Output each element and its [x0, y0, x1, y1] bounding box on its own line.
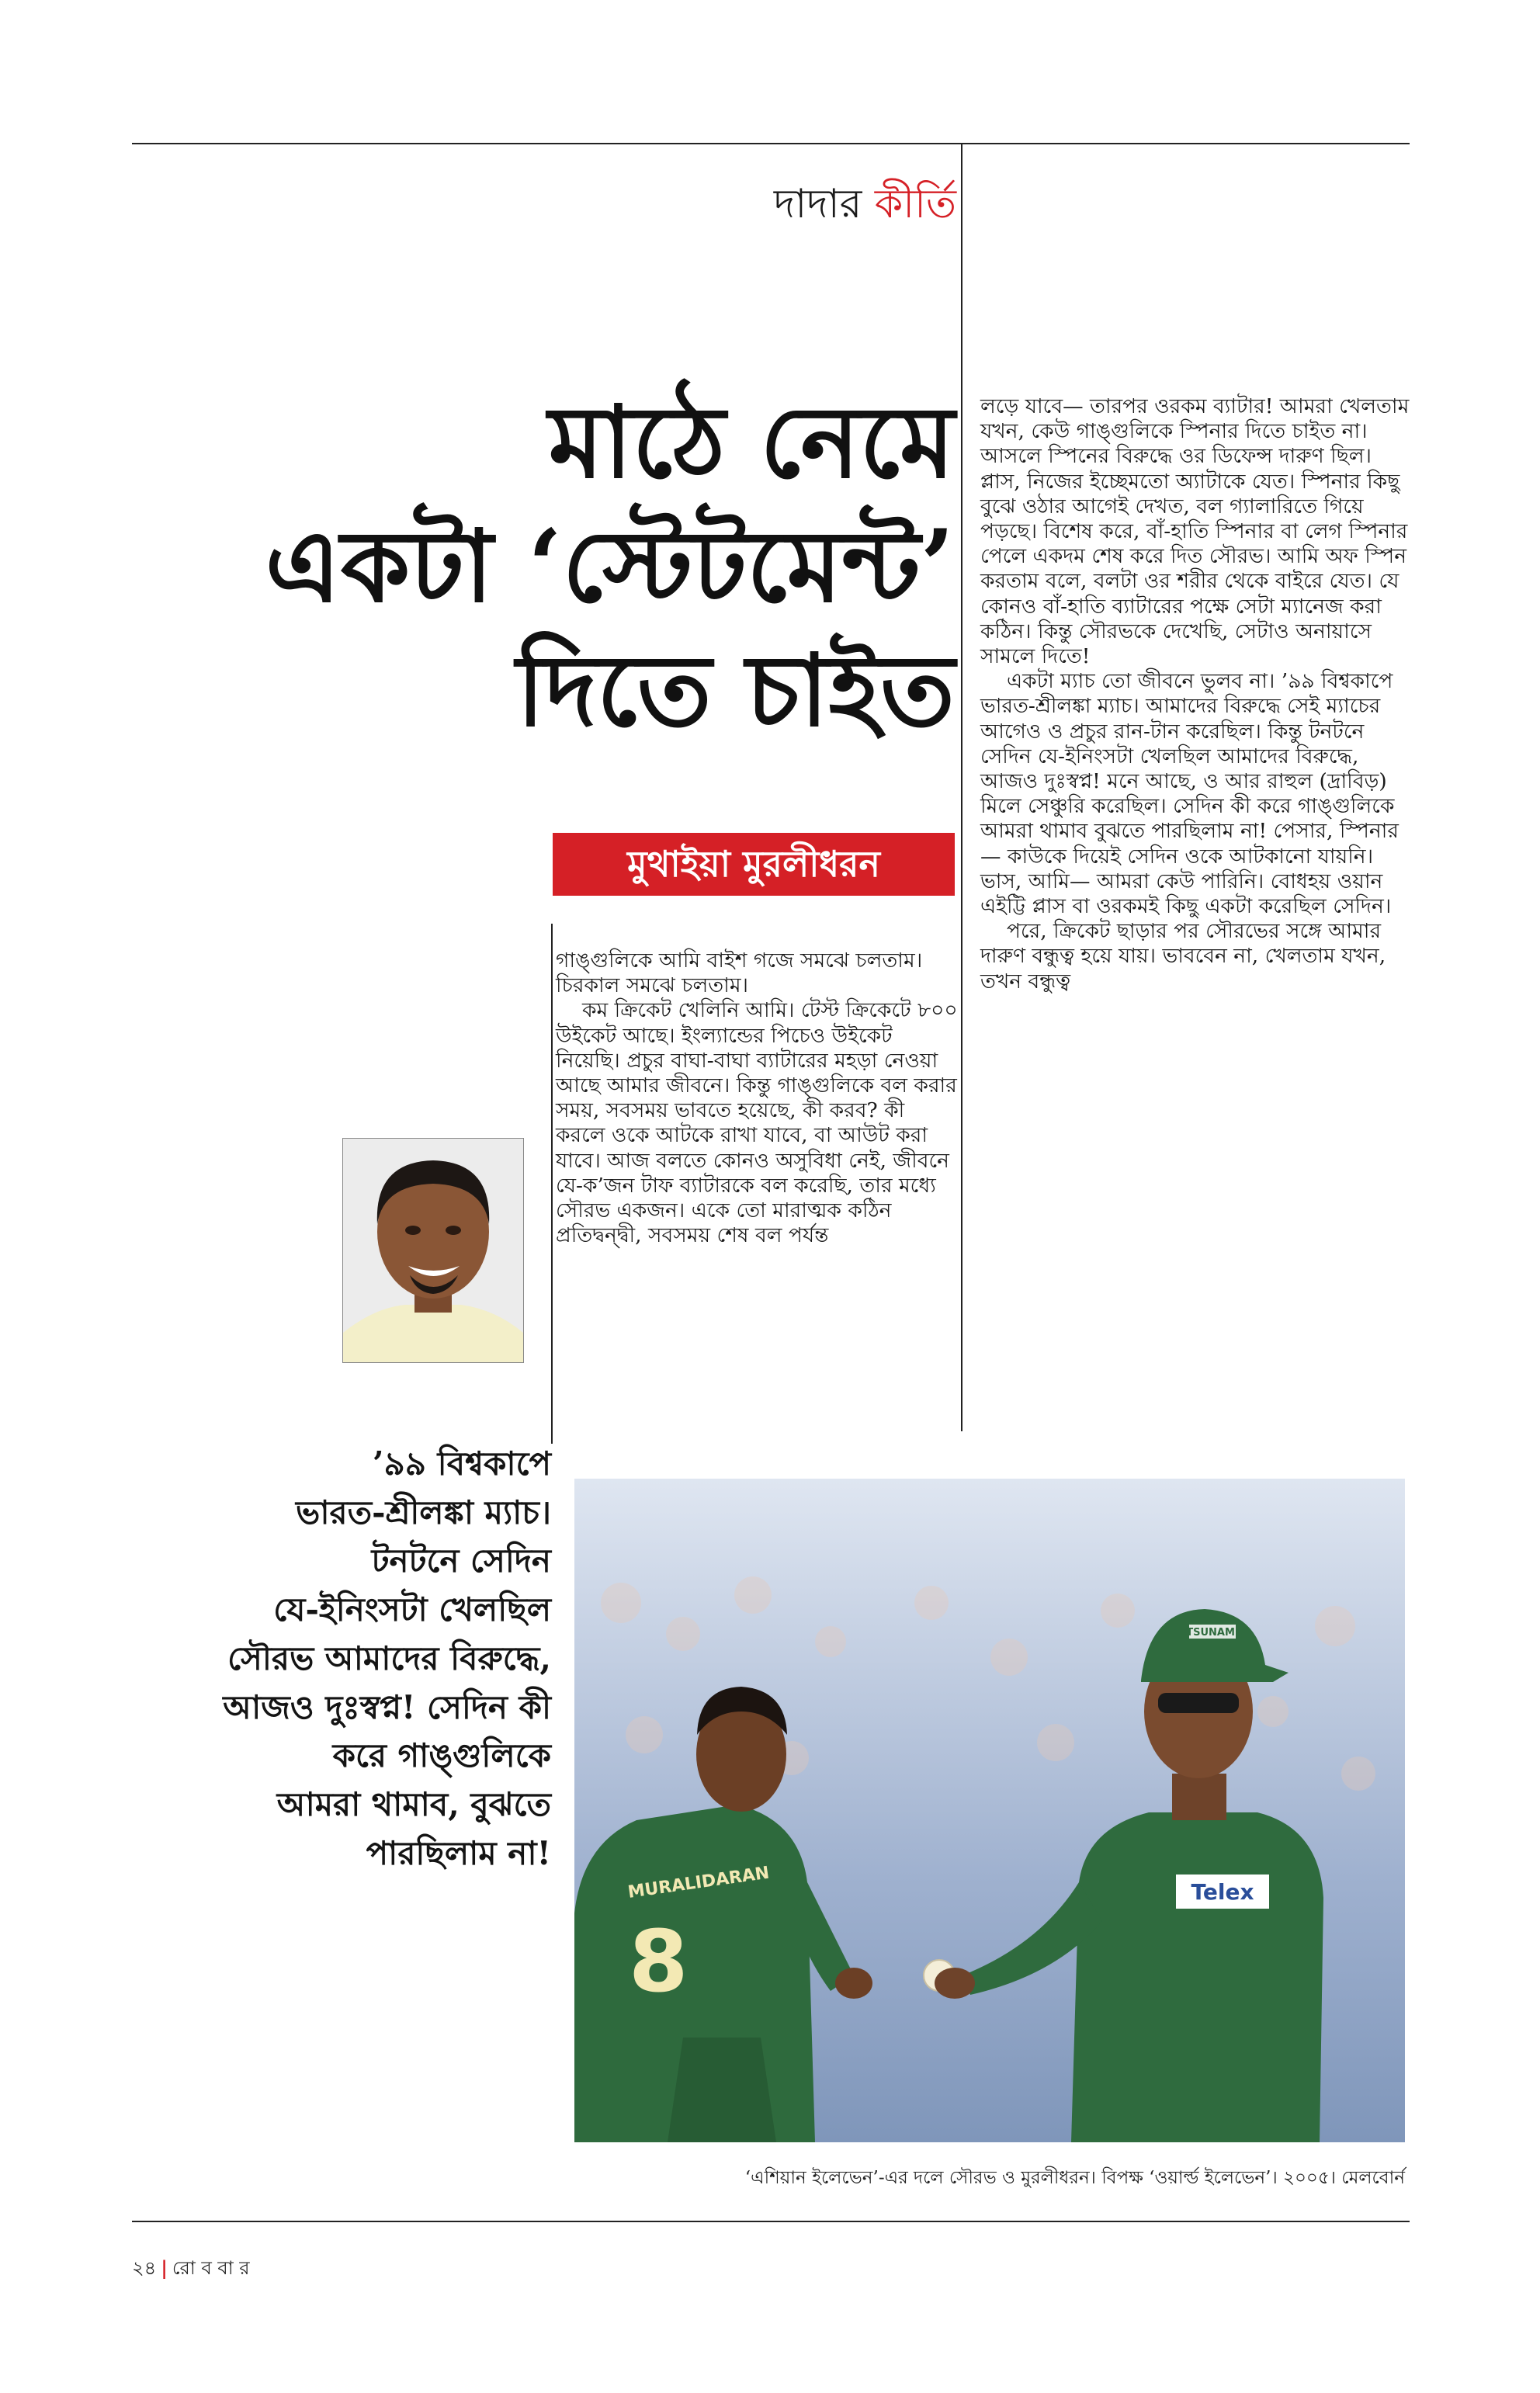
pull-quote-line: করে গাঙ্গুলিকে	[332, 1736, 551, 1775]
column-rule-left	[961, 143, 962, 1431]
jersey-number: 8	[629, 1912, 688, 2011]
jersey-sponsor: Telex	[1191, 1879, 1254, 1905]
pull-quote-line: যে-ইনিংসটা খেলছিল	[273, 1590, 551, 1629]
cap-text: TSUNAMI	[1186, 1627, 1239, 1639]
body-paragraph: একটা ম্যাচ তো জীবনে ভুলব না। ’৯৯ বিশ্বকাপে ভারত-শ্রীলঙ্কা ম্যাচ। আমাদের বিরুদ্ধে সেই ম্যাচের আগেও ও প্রচুর রান-টান করেছিল। কিন্তু টনটনে সেদিন যে-ইনিংসটা খেলছিল আমাদের বিরুদ্ধে, আজও দুঃস্বপ্ন! মনে আছে, ও আর রাহুল (দ্রাবিড়) মিলে সেঞ্চুরি করেছিল। সেদিন কী করে গাঙ্গুলিকে আমরা থামাব বুঝতে পারছিলাম না! পেসার, স্পিনার— কাউকে দিয়েই সেদিন ওকে আটকানো যায়নি। ভাস, আমি— আমরা কেউ পারিনি। বোধহয় ওয়ান এইট্টি প্লাস বা ওরকমই কিছু একটা করেছিল সেদিন।	[980, 669, 1399, 919]
pull-quote-line: পারছিলাম না!	[366, 1833, 551, 1872]
headline-line: মাঠে নেমে	[548, 384, 955, 501]
section-prefix: দাদার	[773, 181, 862, 227]
pull-quote-line: আমরা থামাব, বুঝতে	[276, 1784, 551, 1823]
column-rule-photo	[551, 924, 553, 1444]
bottom-rule	[132, 2221, 1410, 2222]
jersey-name: MURALIDARAN	[626, 1863, 771, 1902]
headline	[132, 380, 955, 753]
portrait-illustration	[343, 1139, 523, 1362]
body-paragraph: পরে, ক্রিকেট ছাড়ার পর সৌরভের সঙ্গে আমার দারুণ বন্ধুত্ব হয়ে যায়। ভাববেন না, খেলতাম যখন, তখন বন্ধুত্ব	[980, 919, 1386, 994]
pull-quote-line: সৌরভ আমাদের বিরুদ্ধে,	[227, 1639, 551, 1677]
match-photo	[574, 1479, 1405, 2142]
body-paragraph: লড়ে যাবে— তারপর ওরকম ব্যাটার! আমরা খেলতাম যখন, কেউ গাঙ্গুলিকে স্পিনার দিতে চাইত না। আসলে স্পিনের বিরুদ্ধে ওর ডিফেন্স দারুণ ছিল। প্লাস, নিজের ইচ্ছেমতো অ্যাটাকে যেত। স্পিনার কিছু বুঝে ওঠার আগেই দেখত, বল গ্যালারিতে গিয়ে পড়ছে। বিশেষ করে, বাঁ-হাতি স্পিনার বা লেগ স্পিনার পেলে একদম শেষ করে দিত সৌরভ। আমি অফ স্পিন করতাম বলে, বলটা ওর শরীর থেকে বাইরে যেত। যে কোনও বাঁ-হাতি ব্যাটারের পক্ষে সেটা ম্যানেজ করা কঠিন। কিন্তু সৌরভকে দেখেছি, সেটাও অনায়াসে সামলে দিতে!	[980, 394, 1410, 669]
pull-quote-line: আজও দুঃস্বপ্ন! সেদিন কী	[223, 1687, 551, 1726]
body-paragraph: কম ক্রিকেট খেলিনি আমি। টেস্ট ক্রিকেটে ৮০০ উইকেট আছে। ইংল্যান্ডের পিচেও উইকেট নিয়েছি। প্রচুর বাঘা-বাঘা ব্যাটারের মহড়া নেওয়া আছে আমার জীবনে। কিন্তু গাঙ্গুলিকে বল করার সময়, সবসময় ভাবতে হয়েছে, কী করব? কী করলে ওকে আটকে রাখা যাবে, বা আউট করা যাবে। আজ বলতে কোনও অসুবিধা নেই, জীবনে যে-ক’জন টাফ ব্যাটারকে বল করেছি, তার মধ্যে সৌরভ একজন। একে তো মারাত্মক কঠিন প্রতিদ্বন্দ্বী, সবসময় শেষ বল পর্যন্ত	[556, 998, 958, 1248]
author-byline: মুথাইয়া মুরলীধরন	[553, 833, 955, 896]
body-column-right	[980, 394, 1415, 994]
publication-name: রো ব বা র	[172, 2257, 250, 2279]
match-photo-illustration	[574, 1479, 1405, 2142]
pull-quote-line: টনটনে সেদিন	[371, 1542, 551, 1580]
photo-caption: ‘এশিয়ান ইলেভেন’-এর দলে সৌরভ ও মুরলীধরন। বিপক্ষ ‘ওয়ার্ল্ড ইলেভেন’। ২০০৫। মেলবোর্ন	[744, 2168, 1405, 2188]
author-portrait	[342, 1138, 524, 1363]
section-accent: কীর্তি	[874, 181, 956, 227]
headline-line: দিতে চাইত	[516, 633, 955, 749]
section-label	[745, 172, 956, 240]
page-number: ২৪	[132, 2257, 157, 2279]
pull-quote-line: ’৯৯ বিশ্বকাপে	[372, 1444, 551, 1483]
body-paragraph: গাঙ্গুলিকে আমি বাইশ গজে সমঝে চলতাম। চিরকাল সমঝে চলতাম।	[556, 949, 923, 998]
page-footer	[132, 2254, 250, 2285]
pull-quote-line: ভারত-শ্রীলঙ্কা ম্যাচ।	[296, 1493, 551, 1531]
headline-line: একটা ‘স্টেটমেন্ট’	[265, 508, 955, 625]
top-rule	[132, 143, 1410, 144]
footer-separator: |	[161, 2256, 168, 2279]
pull-quote	[132, 1440, 551, 1878]
body-column-middle	[556, 949, 959, 1248]
